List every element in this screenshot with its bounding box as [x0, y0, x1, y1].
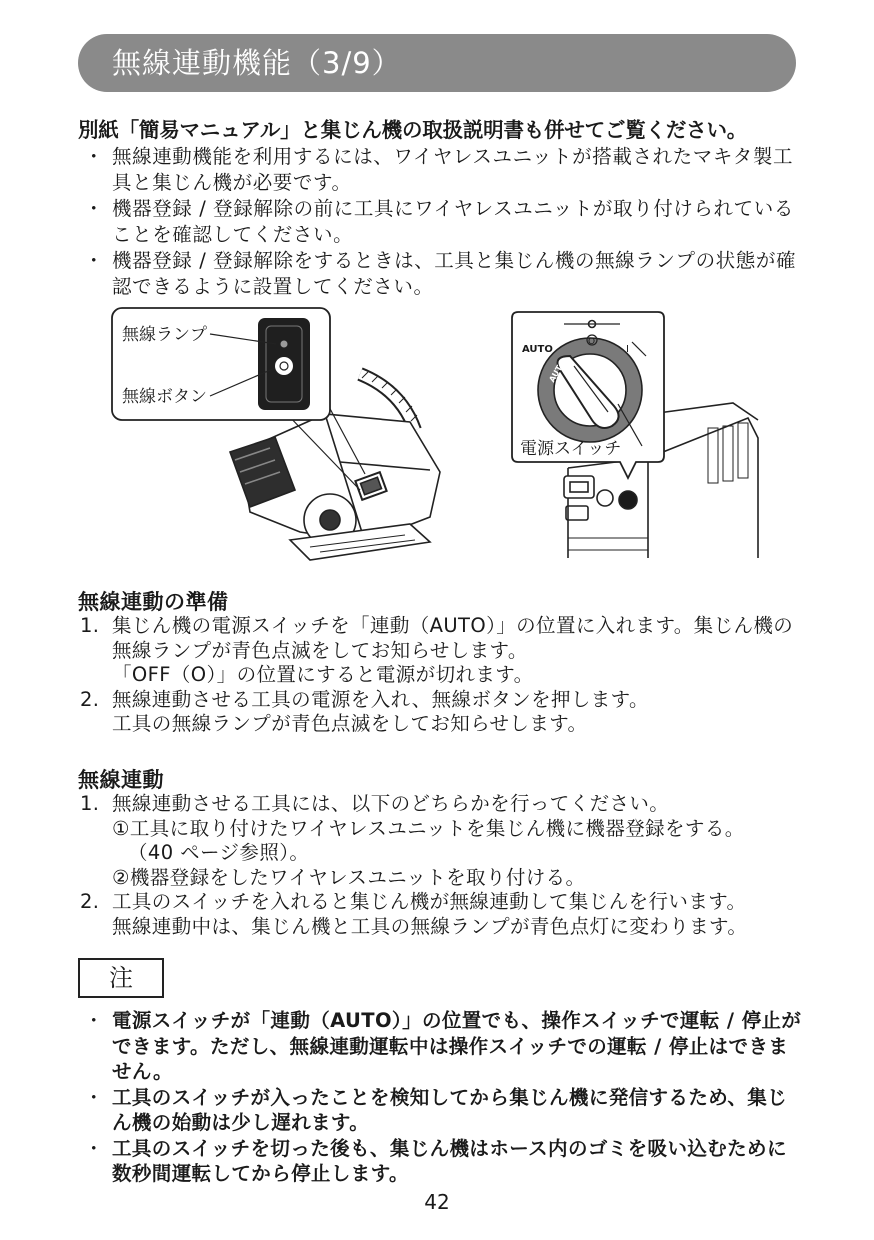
step-number: 2.: [80, 890, 100, 913]
link-step-2: [80, 890, 810, 939]
lead-text: 別紙「簡易マニュアル」と集じん機の取扱説明書も併せてご覧ください。: [78, 118, 748, 142]
prep-steps: [80, 614, 810, 737]
page-number: 42: [424, 1190, 450, 1214]
step-text: 集じん機の電源スイッチを「連動（AUTO）」の位置に入れます。集じん機の無線ランプが青色点滅をしてお知らせします。: [112, 614, 794, 662]
note-item: ・ 工具のスイッチを切った後も、集じん機はホース内のゴミを吸い込むために数秒間運転してから停止します。: [84, 1136, 804, 1187]
note-item: ・ 電源スイッチが「連動（AUTO）」の位置でも、操作スイッチで運転 / 停止ができます。ただし、無線連動運転中は操作スイッチでの運転 / 停止はできません。: [84, 1008, 804, 1085]
note-label: 注: [109, 964, 133, 992]
step-number: 1.: [80, 792, 100, 815]
dial-on-mark: I: [626, 344, 629, 355]
note-label-box: [78, 958, 164, 998]
prep-step-2: [80, 688, 810, 737]
option-1: ①工具に取り付けたワイヤレスユニットを集じん機に機器登録をする。: [112, 816, 745, 840]
option-2: ②機器登録をしたワイヤレスユニットを取り付ける。: [112, 865, 586, 889]
option-1-ref: （40 ページ参照）。: [128, 841, 310, 864]
dial-auto-label: AUTO: [547, 358, 568, 384]
page-title: 無線連動機能（3/9）: [112, 46, 402, 80]
link-step-1: [80, 792, 810, 890]
section-banner: [78, 34, 796, 92]
step-text: 無線連動させる工具には、以下のどちらかを行ってください。: [112, 792, 670, 815]
wireless-lamp-label: 無線ランプ: [122, 325, 207, 345]
step-text: 無線連動させる工具の電源を入れ、無線ボタンを押します。: [112, 687, 649, 711]
dial-off-mark: O: [588, 337, 596, 347]
step-number: 1.: [80, 614, 100, 637]
intro-bullet: ・ 機器登録 / 登録解除をするときは、工具と集じん機の無線ランプの状態が確認できるように設置してください。: [84, 248, 804, 300]
step-number: 2.: [80, 687, 100, 711]
prep-step-1: [80, 614, 810, 688]
dust-extractor-illustration: [508, 308, 770, 560]
note-item: ・ 工具のスイッチが入ったことを検知してから集じん機に発信するため、集じん機の始動は少し遅れます。: [84, 1085, 804, 1136]
step-text: 工具のスイッチを入れると集じん機が無線連動して集じんを行います。: [112, 890, 747, 913]
prep-heading: 無線連動の準備: [78, 590, 229, 614]
power-switch-label: 電源スイッチ: [520, 439, 622, 459]
tool-illustration: [110, 302, 470, 562]
link-heading: 無線連動: [78, 768, 164, 792]
wireless-button-label: 無線ボタン: [122, 387, 207, 407]
link-steps: [80, 792, 810, 939]
auto-label: AUTO: [522, 344, 553, 355]
step-subtext: 無線連動中は、集じん機と工具の無線ランプが青色点灯に変わります。: [112, 914, 748, 938]
intro-bullet: ・ 無線連動機能を利用するには、ワイヤレスユニットが搭載されたマキタ製工具と集じん機が必要です。: [84, 144, 804, 196]
intro-bullet: ・ 機器登録 / 登録解除の前に工具にワイヤレスユニットが取り付けられていることを確認してください。: [84, 196, 804, 248]
step-subtext: 工具の無線ランプが青色点滅をしてお知らせします。: [112, 712, 588, 735]
step-subtext: 「OFF（O）」の位置にすると電源が切れます。: [112, 663, 534, 686]
intro-bullet-list: [84, 144, 804, 300]
note-list: [84, 1008, 804, 1187]
